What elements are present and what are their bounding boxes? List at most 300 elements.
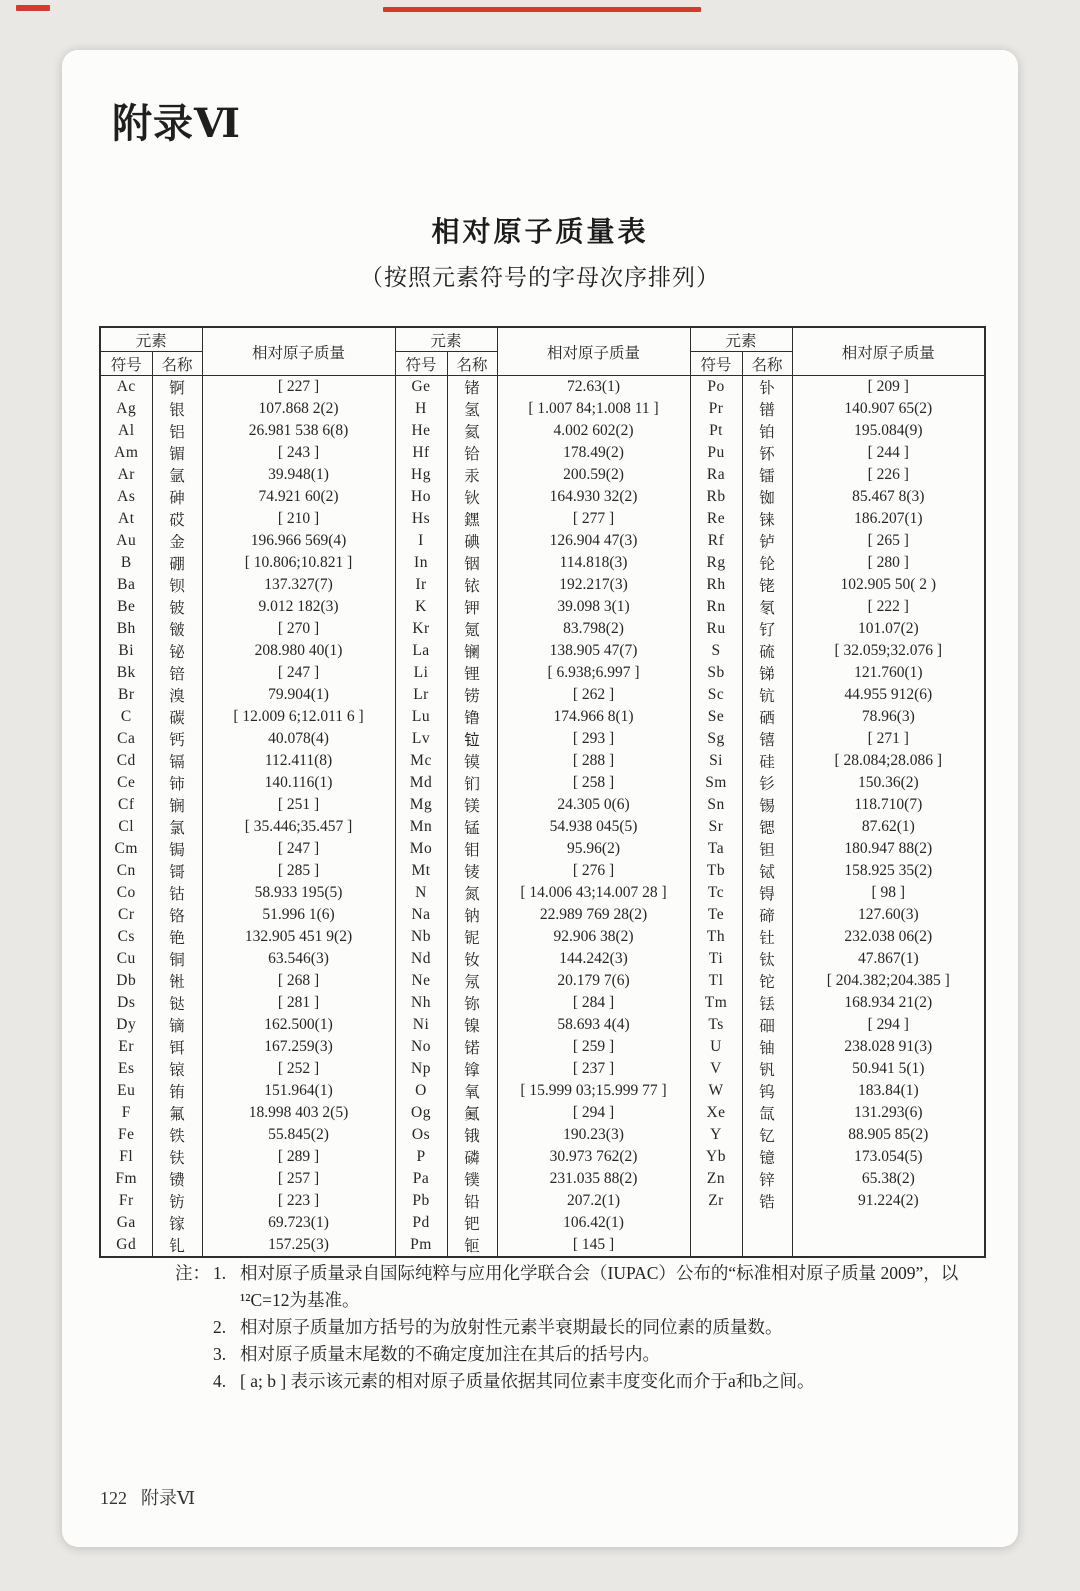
element-name-cell: 氮 (447, 882, 497, 904)
atomic-mass-cell: 158.925 35(2) (792, 860, 985, 882)
element-name-cell: 钨 (742, 1080, 792, 1102)
atomic-mass-cell: 39.948(1) (202, 464, 395, 486)
atomic-mass-cell: [ 284 ] (497, 992, 690, 1014)
element-name-cell: 金 (152, 530, 202, 552)
atomic-mass-cell: [ 6.938;6.997 ] (497, 662, 690, 684)
element-symbol-cell: V (690, 1058, 742, 1080)
note-number: 1. (213, 1263, 227, 1283)
atomic-mass-cell: 167.259(3) (202, 1036, 395, 1058)
atomic-mass-cell: 40.078(4) (202, 728, 395, 750)
element-name-cell: 硅 (742, 750, 792, 772)
atomic-mass-cell: 101.07(2) (792, 618, 985, 640)
element-symbol-cell: Pr (690, 398, 742, 420)
element-symbol-cell: As (100, 486, 152, 508)
element-name-cell: 鿔 (152, 860, 202, 882)
table-row (100, 772, 985, 794)
element-name-cell (742, 1234, 792, 1257)
atomic-mass-cell: [ 204.382;204.385 ] (792, 970, 985, 992)
element-name-cell: 钌 (742, 618, 792, 640)
atomic-mass-cell: [ 257 ] (202, 1168, 395, 1190)
element-name-cell: 硼 (152, 552, 202, 574)
element-symbol-cell: Cf (100, 794, 152, 816)
element-name-cell: 𬬻 (742, 530, 792, 552)
element-symbol-cell: I (395, 530, 447, 552)
atomic-mass-cell: 140.907 65(2) (792, 398, 985, 420)
element-name-cell: 钬 (447, 486, 497, 508)
element-symbol-cell: Sb (690, 662, 742, 684)
atomic-mass-cell: 140.116(1) (202, 772, 395, 794)
atomic-mass-cell: 232.038 06(2) (792, 926, 985, 948)
title-block (62, 210, 1018, 292)
element-name-cell: 氦 (447, 420, 497, 442)
atomic-mass-cell: [ 247 ] (202, 662, 395, 684)
element-name-cell: 𬭛 (152, 618, 202, 640)
element-symbol-cell: Pa (395, 1168, 447, 1190)
element-name-cell: 铂 (742, 420, 792, 442)
element-symbol-cell: Np (395, 1058, 447, 1080)
element-name-cell: 铒 (152, 1036, 202, 1058)
element-name-cell: 镭 (742, 464, 792, 486)
element-name-cell: 铕 (152, 1080, 202, 1102)
header-name: 名称 (152, 352, 202, 376)
element-name-cell: 锶 (742, 816, 792, 838)
table-header (100, 327, 985, 376)
element-name-cell: 钆 (152, 1234, 202, 1257)
element-symbol-cell: H (395, 398, 447, 420)
table-row (100, 530, 985, 552)
element-symbol-cell: Rg (690, 552, 742, 574)
element-name-cell: 氧 (447, 1080, 497, 1102)
table-row (100, 662, 985, 684)
element-name-cell: 锎 (152, 794, 202, 816)
atomic-mass-cell: [ 277 ] (497, 508, 690, 530)
element-symbol-cell: Ds (100, 992, 152, 1014)
element-name-cell: 镧 (447, 640, 497, 662)
element-symbol-cell: Al (100, 420, 152, 442)
element-name-cell: 铟 (447, 552, 497, 574)
header-name: 名称 (742, 352, 792, 376)
element-symbol-cell: Te (690, 904, 742, 926)
atomic-mass-cell: 178.49(2) (497, 442, 690, 464)
element-name-cell: 锫 (152, 662, 202, 684)
atomic-mass-cell: 18.998 403 2(5) (202, 1102, 395, 1124)
element-name-cell: 铝 (152, 420, 202, 442)
atomic-mass-cell: [ 258 ] (497, 772, 690, 794)
scan-artifact-red-mark (383, 7, 701, 12)
table-row (100, 794, 985, 816)
atomic-mass-cell: 51.996 1(6) (202, 904, 395, 926)
element-symbol-cell: Ir (395, 574, 447, 596)
element-name-cell: 银 (152, 398, 202, 420)
element-name-cell: 砹 (152, 508, 202, 530)
table-row (100, 442, 985, 464)
element-symbol-cell: F (100, 1102, 152, 1124)
atomic-mass-cell: 74.921 60(2) (202, 486, 395, 508)
element-symbol-cell: Sr (690, 816, 742, 838)
atomic-mass-cell: 63.546(3) (202, 948, 395, 970)
note-item (175, 1260, 980, 1314)
header-element: 元素 (690, 327, 792, 352)
atomic-mass-cell: 22.989 769 28(2) (497, 904, 690, 926)
element-symbol-cell: Pu (690, 442, 742, 464)
table-row (100, 706, 985, 728)
element-name-cell: 镉 (152, 750, 202, 772)
element-symbol-cell: Ag (100, 398, 152, 420)
atomic-mass-cell: 126.904 47(3) (497, 530, 690, 552)
element-symbol-cell: Dy (100, 1014, 152, 1036)
element-name-cell: 氯 (152, 816, 202, 838)
atomic-mass-cell: 69.723(1) (202, 1212, 395, 1234)
atomic-mass-cell (792, 1234, 985, 1257)
element-symbol-cell: Po (690, 376, 742, 399)
atomic-mass-cell: 54.938 045(5) (497, 816, 690, 838)
atomic-mass-cell: [ 294 ] (497, 1102, 690, 1124)
table-row (100, 1212, 985, 1234)
element-name-cell: 氪 (447, 618, 497, 640)
atomic-mass-cell: [ 244 ] (792, 442, 985, 464)
element-symbol-cell: Mg (395, 794, 447, 816)
atomic-mass-cell: 92.906 38(2) (497, 926, 690, 948)
atomic-mass-cell: [ 237 ] (497, 1058, 690, 1080)
element-symbol-cell: O (395, 1080, 447, 1102)
note-item (213, 1368, 980, 1395)
element-symbol-cell: Fm (100, 1168, 152, 1190)
scan-artifact-red-mark (16, 5, 50, 11)
atomic-mass-cell: 127.60(3) (792, 904, 985, 926)
atomic-mass-cell: 39.098 3(1) (497, 596, 690, 618)
element-name-cell: 锿 (152, 1058, 202, 1080)
atomic-mass-cell: [ 271 ] (792, 728, 985, 750)
element-symbol-cell: K (395, 596, 447, 618)
atomic-mass-cell: 4.002 602(2) (497, 420, 690, 442)
atomic-mass-cell: 78.96(3) (792, 706, 985, 728)
atomic-mass-cell: 30.973 762(2) (497, 1146, 690, 1168)
atomic-mass-cell: [ 28.084;28.086 ] (792, 750, 985, 772)
element-symbol-cell: La (395, 640, 447, 662)
element-name-cell: 镓 (152, 1212, 202, 1234)
table-row (100, 552, 985, 574)
element-name-cell: 钼 (447, 838, 497, 860)
element-symbol-cell: Ge (395, 376, 447, 399)
atomic-mass-cell: [ 268 ] (202, 970, 395, 992)
element-symbol-cell: Cd (100, 750, 152, 772)
element-name-cell: 碳 (152, 706, 202, 728)
element-symbol-cell: Sg (690, 728, 742, 750)
atomic-mass-cell: 55.845(2) (202, 1124, 395, 1146)
element-name-cell: 钡 (152, 574, 202, 596)
note-text: 相对原子质量加方括号的为放射性元素半衰期最长的同位素的质量数。 (240, 1317, 783, 1337)
element-symbol-cell: Cu (100, 948, 152, 970)
element-name-cell: 镤 (447, 1168, 497, 1190)
header-element: 元素 (100, 327, 202, 352)
element-symbol-cell: Ta (690, 838, 742, 860)
element-name-cell: 镁 (447, 794, 497, 816)
atomic-mass-cell: 238.028 91(3) (792, 1036, 985, 1058)
element-symbol-cell: B (100, 552, 152, 574)
element-name-cell: 镍 (447, 1014, 497, 1036)
element-symbol-cell: Hg (395, 464, 447, 486)
element-symbol-cell: Db (100, 970, 152, 992)
element-symbol-cell: Ne (395, 970, 447, 992)
element-symbol-cell: Pb (395, 1190, 447, 1212)
atomic-mass-cell: 195.084(9) (792, 420, 985, 442)
atomic-mass-cell: 137.327(7) (202, 574, 395, 596)
element-symbol-cell: N (395, 882, 447, 904)
element-symbol-cell: Nd (395, 948, 447, 970)
element-name-cell: 镱 (742, 1146, 792, 1168)
element-symbol-cell: Pm (395, 1234, 447, 1257)
element-symbol-cell: Re (690, 508, 742, 530)
element-name-cell: 铀 (742, 1036, 792, 1058)
atomic-mass-cell: 47.867(1) (792, 948, 985, 970)
table-row (100, 1058, 985, 1080)
element-name-cell: 锇 (447, 1124, 497, 1146)
atomic-mass-cell: 144.242(3) (497, 948, 690, 970)
table-row (100, 1014, 985, 1036)
element-name-cell: 𫓧 (152, 1146, 202, 1168)
element-name-cell: 铷 (742, 486, 792, 508)
atomic-mass-cell: [ 35.446;35.457 ] (202, 816, 395, 838)
element-symbol-cell: Am (100, 442, 152, 464)
atomic-mass-cell: 231.035 88(2) (497, 1168, 690, 1190)
element-name-cell: 硫 (742, 640, 792, 662)
table-row (100, 1102, 985, 1124)
element-name-cell: 钠 (447, 904, 497, 926)
element-symbol-cell: Ru (690, 618, 742, 640)
table-row (100, 1234, 985, 1257)
atomic-mass-cell: 121.760(1) (792, 662, 985, 684)
element-symbol-cell (690, 1234, 742, 1257)
element-name-cell: 铑 (742, 574, 792, 596)
table-row (100, 640, 985, 662)
table-row (100, 992, 985, 1014)
atomic-mass-cell: 200.59(2) (497, 464, 690, 486)
element-name-cell: 钽 (742, 838, 792, 860)
element-symbol-cell: Er (100, 1036, 152, 1058)
table-row (100, 948, 985, 970)
atomic-mass-cell: 196.966 569(4) (202, 530, 395, 552)
note-text: 相对原子质量末尾数的不确定度加注在其后的括号内。 (240, 1344, 660, 1364)
atomic-mass-cell: 190.23(3) (497, 1124, 690, 1146)
element-symbol-cell: Co (100, 882, 152, 904)
atomic-mass-cell: 95.96(2) (497, 838, 690, 860)
atomic-mass-cell: 106.42(1) (497, 1212, 690, 1234)
element-name-cell: 𬭳 (742, 728, 792, 750)
element-symbol-cell: U (690, 1036, 742, 1058)
element-name-cell: 铬 (152, 904, 202, 926)
element-symbol-cell: Na (395, 904, 447, 926)
table-row (100, 398, 985, 420)
atomic-mass-cell: 168.934 21(2) (792, 992, 985, 1014)
element-name-cell: 锂 (447, 662, 497, 684)
element-name-cell: 𨭆 (447, 508, 497, 530)
atomic-mass-cell: [ 226 ] (792, 464, 985, 486)
page-footer (100, 1484, 195, 1510)
element-name-cell: 锆 (742, 1190, 792, 1212)
atomic-mass-cell: [ 32.059;32.076 ] (792, 640, 985, 662)
element-symbol-cell: Nb (395, 926, 447, 948)
atomic-mass-cell: 85.467 8(3) (792, 486, 985, 508)
atomic-mass-cell: 20.179 7(6) (497, 970, 690, 992)
element-symbol-cell: Os (395, 1124, 447, 1146)
table-row (100, 1080, 985, 1102)
element-symbol-cell: W (690, 1080, 742, 1102)
atomic-mass-cell: [ 251 ] (202, 794, 395, 816)
element-symbol-cell: Nh (395, 992, 447, 1014)
element-name-cell: 钫 (152, 1190, 202, 1212)
atomic-mass-cell: 107.868 2(2) (202, 398, 395, 420)
atomic-mass-cell: 208.980 40(1) (202, 640, 395, 662)
appendix-title: 附录Ⅵ (112, 101, 241, 146)
atomic-mass-cell: 88.905 85(2) (792, 1124, 985, 1146)
element-name-cell: 铅 (447, 1190, 497, 1212)
atomic-mass-cell: [ 222 ] (792, 596, 985, 618)
element-name-cell: 氡 (742, 596, 792, 618)
table-row (100, 1146, 985, 1168)
table-row (100, 376, 985, 399)
atomic-mass-cell: [ 223 ] (202, 1190, 395, 1212)
element-name-cell: 锕 (152, 376, 202, 399)
atomic-mass-cell: 173.054(5) (792, 1146, 985, 1168)
element-name-cell: 铊 (742, 970, 792, 992)
element-name-cell: 钒 (742, 1058, 792, 1080)
atomic-mass-cell: [ 288 ] (497, 750, 690, 772)
atomic-mass-cell: [ 293 ] (497, 728, 690, 750)
element-symbol-cell: Xe (690, 1102, 742, 1124)
element-symbol-cell: Cl (100, 816, 152, 838)
atomic-mass-cell: 131.293(6) (792, 1102, 985, 1124)
table-row (100, 684, 985, 706)
atomic-mass-cell: 44.955 912(6) (792, 684, 985, 706)
footer-appendix-label: 附录Ⅵ (141, 1488, 196, 1508)
element-name-cell: 铱 (447, 574, 497, 596)
table-row (100, 464, 985, 486)
atomic-mass-cell: [ 15.999 03;15.999 77 ] (497, 1080, 690, 1102)
note-text: [ a; b ] 表示该元素的相对原子质量依据其同位素丰度变化而介于a和b之间。 (240, 1371, 815, 1391)
element-name-cell: 钋 (742, 376, 792, 399)
atomic-mass-cell: [ 276 ] (497, 860, 690, 882)
atomic-mass-cell: 58.693 4(4) (497, 1014, 690, 1036)
element-symbol-cell: Cr (100, 904, 152, 926)
element-name-cell: 锑 (742, 662, 792, 684)
element-symbol-cell: Ni (395, 1014, 447, 1036)
element-symbol-cell: Au (100, 530, 152, 552)
element-name-cell: 镥 (447, 706, 497, 728)
table-title: 相对原子质量表 (431, 217, 649, 248)
element-name-cell: 𬬭 (742, 552, 792, 574)
table-row (100, 816, 985, 838)
notes-label: 注： (175, 1263, 210, 1283)
atomic-mass-cell: [ 209 ] (792, 376, 985, 399)
atomic-mass-cell: [ 12.009 6;12.011 6 ] (202, 706, 395, 728)
note-item (213, 1314, 980, 1341)
table-row (100, 574, 985, 596)
element-symbol-cell: Mt (395, 860, 447, 882)
element-symbol-cell: At (100, 508, 152, 530)
element-symbol-cell: Pd (395, 1212, 447, 1234)
element-symbol-cell: Fe (100, 1124, 152, 1146)
table-row (100, 420, 985, 442)
atomic-mass-cell: 72.63(1) (497, 376, 690, 399)
atomic-mass-cell: 79.904(1) (202, 684, 395, 706)
element-symbol-cell: Yb (690, 1146, 742, 1168)
element-symbol-cell: C (100, 706, 152, 728)
atomic-mass-cell: 9.012 182(3) (202, 596, 395, 618)
table-row (100, 882, 985, 904)
element-symbol-cell: P (395, 1146, 447, 1168)
atomic-mass-cell: 102.905 50( 2 ) (792, 574, 985, 596)
note-number: 3. (213, 1344, 227, 1364)
element-name-cell: 氟 (152, 1102, 202, 1124)
element-symbol-cell: He (395, 420, 447, 442)
element-symbol-cell: S (690, 640, 742, 662)
atomic-mass-cell: [ 270 ] (202, 618, 395, 640)
table-row (100, 970, 985, 992)
element-symbol-cell: Md (395, 772, 447, 794)
notes-section (175, 1260, 980, 1395)
element-symbol-cell (690, 1212, 742, 1234)
element-symbol-cell: Ca (100, 728, 152, 750)
atomic-mass-cell: 26.981 538 6(8) (202, 420, 395, 442)
element-name-cell: 铍 (152, 596, 202, 618)
table-row (100, 1036, 985, 1058)
element-symbol-cell: Tb (690, 860, 742, 882)
header-name: 名称 (447, 352, 497, 376)
element-symbol-cell: Y (690, 1124, 742, 1146)
element-symbol-cell: Ar (100, 464, 152, 486)
element-name-cell: 𫟷 (447, 728, 497, 750)
element-name-cell: 溴 (152, 684, 202, 706)
atomic-mass-cell: [ 294 ] (792, 1014, 985, 1036)
element-symbol-cell: Bh (100, 618, 152, 640)
atomic-mass-cell: [ 285 ] (202, 860, 395, 882)
atomic-mass-cell: [ 280 ] (792, 552, 985, 574)
element-name-cell: 锘 (447, 1036, 497, 1058)
element-symbol-cell: Tl (690, 970, 742, 992)
element-name-cell: 锌 (742, 1168, 792, 1190)
atomic-mass-cell: 157.25(3) (202, 1234, 395, 1257)
element-name-cell: 钇 (742, 1124, 792, 1146)
atomic-mass-cell: [ 227 ] (202, 376, 395, 399)
element-name-cell: 铈 (152, 772, 202, 794)
element-symbol-cell: Fl (100, 1146, 152, 1168)
element-symbol-cell: Ga (100, 1212, 152, 1234)
element-name-cell: 镆 (447, 750, 497, 772)
element-name-cell: 铪 (447, 442, 497, 464)
element-symbol-cell: Hf (395, 442, 447, 464)
element-symbol-cell: No (395, 1036, 447, 1058)
element-symbol-cell: Pt (690, 420, 742, 442)
element-name-cell: 鿏 (447, 860, 497, 882)
element-symbol-cell: Ce (100, 772, 152, 794)
atomic-mass-cell: 192.217(3) (497, 574, 690, 596)
element-name-cell: 铼 (742, 508, 792, 530)
atomic-mass-cell: 112.411(8) (202, 750, 395, 772)
atomic-mass-cell: [ 281 ] (202, 992, 395, 1014)
element-name-cell: 钙 (152, 728, 202, 750)
atomic-mass-cell: 87.62(1) (792, 816, 985, 838)
element-name-cell: 镅 (152, 442, 202, 464)
header-mass: 相对原子质量 (792, 327, 985, 376)
atomic-mass-cell: [ 10.806;10.821 ] (202, 552, 395, 574)
element-name-cell: 钍 (742, 926, 792, 948)
note-number: 4. (213, 1371, 227, 1391)
atomic-mass-cell: [ 262 ] (497, 684, 690, 706)
element-name-cell: 鿫 (447, 1102, 497, 1124)
atomic-mass-cell: 91.224(2) (792, 1190, 985, 1212)
element-symbol-cell: Tm (690, 992, 742, 1014)
atomic-mass-cell: 162.500(1) (202, 1014, 395, 1036)
